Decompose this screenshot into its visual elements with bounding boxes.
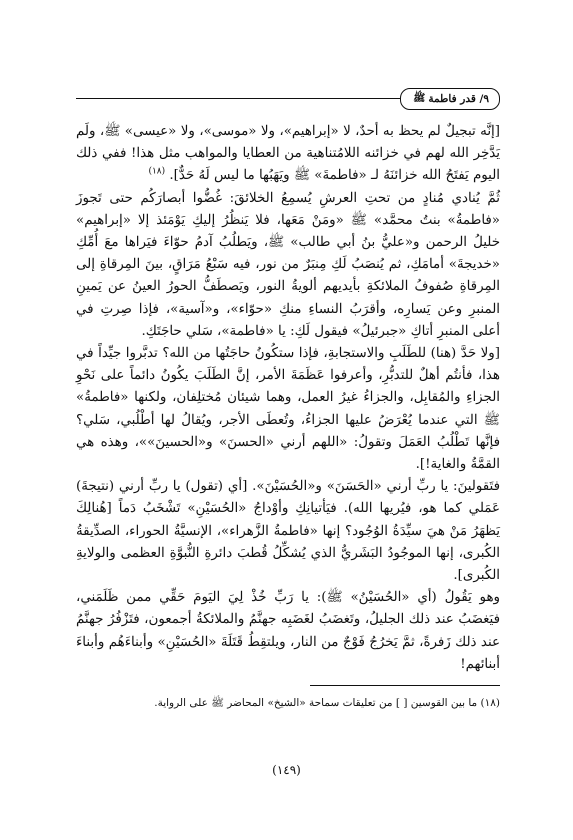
chapter-title: ٩/ قدر فاطمة	[428, 93, 489, 105]
paragraph-3: [ولا حَدَّ (هنا) للطَلَبِ والاستجابةِ، فإذا ستكُونُ حاجَتُها من الله؟ تدبَّروا جيِّداً في هذا، فأنتُم أهلٌ للتدبُّرِ، وأعرفوا عَظَمَةَ الأمر، إنَّ الطَلَبَ يكُونُ دائماً على نَحْوِ الجزاءِ والمُقابِل، والجزاءُ غيرُ العمل، وهما شيئان مُختلِفان، ولكنها «فاطمةُ» ﷺ التي عندما يُعْرَضُ عليها الجزاءُ، وتُعطَى الأجر، ويُقالُ لها أطْلُبي، سَلي؟ فإنَّها تَطْلُبُ العَمَلَ وتقولُ: «اللهم أرني «الحسنَ» و«الحسينَ»»، وهذه هي القمَّةُ والغاية!].	[76, 346, 500, 473]
main-text	[76, 121, 500, 676]
paragraph-1: [إنَّه تبجيلٌ لم يحظ به أحدٌ، لا «إبراهيم»، ولا «موسى»، ولا «عيسى» ﷺ، ولَم يَدَّخِر الله لهم في خزائنه اللامُتناهية من العطايا والمواهب مثل هذا! ففي ذلك اليوم يَفتَحُ الله خزائنَهُ لـ «فاطمةَ» ﷺ ويَهَبُها ما ليس لَهُ حَدٌّ]. $^{(١٨)}$	[76, 124, 500, 184]
chapter-title-tab	[400, 88, 500, 110]
paragraph-2: ثُمَّ يُنادي مُنادٍ من تحتِ العرشِ يُسمِعُ الخلائقَ: غُضُّوا أبصارَكُم حتى تَجوزَ «فاطمةُ» بنتُ محمَّد» ﷺ «ومَنْ مَعَها، فلا يَنظُرُ إليكِ يَوْمَئذ إلا «إبراهيم» خليلُ الرحمن و«عليُّ بنُ أبي طالب» ﷺ، ويَطلُبُ آدمُ حوّاءَ فيَراها معَ أُمِّكِ «خديجةَ» أمامَكِ، ثم يُنصَبُ لَكِ مِنبَرٌ من نور، فيه سَبْعُ مَرَاقٍ، بينَ المِرقاةِ إلى المِرقاةِ صُفوفُ الملائكةِ بأيديهم ألويةُ النور، ويَصطَفُّ الحورُ العينُ عن يَمينِ المنبرِ وعن يَسارِه، وأقرَبُ النساءِ منكِ «حوّاء»، و«آسية»، فإذا صِرتِ في أعلى المنبرِ أتاكِ «جبرئيلُ» فيقول لَكِ: يا «فاطمة»، سَلي حاجَتَكِ.	[76, 190, 500, 339]
paragraph-5: وهو يَقُولُ (أي «الحُسَيْنُ» ﷺ): يا رَبِّ خُذْ لِيَ اليَومَ حَقِّي ممن ظَلَمَني، فيَغضَبُ عند ذلك الجليلُ، وتَغضَبُ لغَضَبِه جهنَّمُ والملائكةُ أجمعون، فتَزْفُرُ جهنَّمُ عند ذلك زَفرةً، ثمَّ يَخرُجُ فَوْجٌ من النار، ويلتقِطُ قَتَلَةَ «الحُسَيْنِ» وأبناءَهُم وأبناءَ أبنائهم!	[76, 590, 500, 672]
running-header	[76, 88, 500, 110]
footnote-separator	[310, 685, 500, 686]
paragraph-4: فتَقولينَ: يا ربِّ أرني «الحَسَنَ» و«الحُسَيْنَ». [أي (تقول) يا ربِّ أرني (نتيجةَ) عَمَلي كما هو، فيُريها الله). فيَأتيانِكِ وأوْداجُ «الحُسَيْنِ» تَشْخَبُ دَماً [هُنالِكَ يَظهَرُ مَنْ هيَ سيِّدَةُ الوُجُود؟ إنها «فاطمةُ الزَّهراء»، الإنسيَّةُ الحوراء، الصدِّيقةُ الكُبرى، إنها الموجُودُ البَشَريُّ الذي يُشكِّلُ قُطبَ دائرةِ النُّبوَّةِ العظمى والولايةِ الكُبرى].	[76, 479, 500, 584]
seal-glyph: ﷺ	[413, 93, 426, 104]
page-number: (١٤٩)	[272, 763, 301, 777]
footnote: (١٨) ما بين القوسين [ ] من تعليقات سماحة «الشيخ» المحاضر ﷺ على الرواية.	[154, 697, 500, 709]
footnote-reference: (١٨)	[148, 166, 166, 177]
